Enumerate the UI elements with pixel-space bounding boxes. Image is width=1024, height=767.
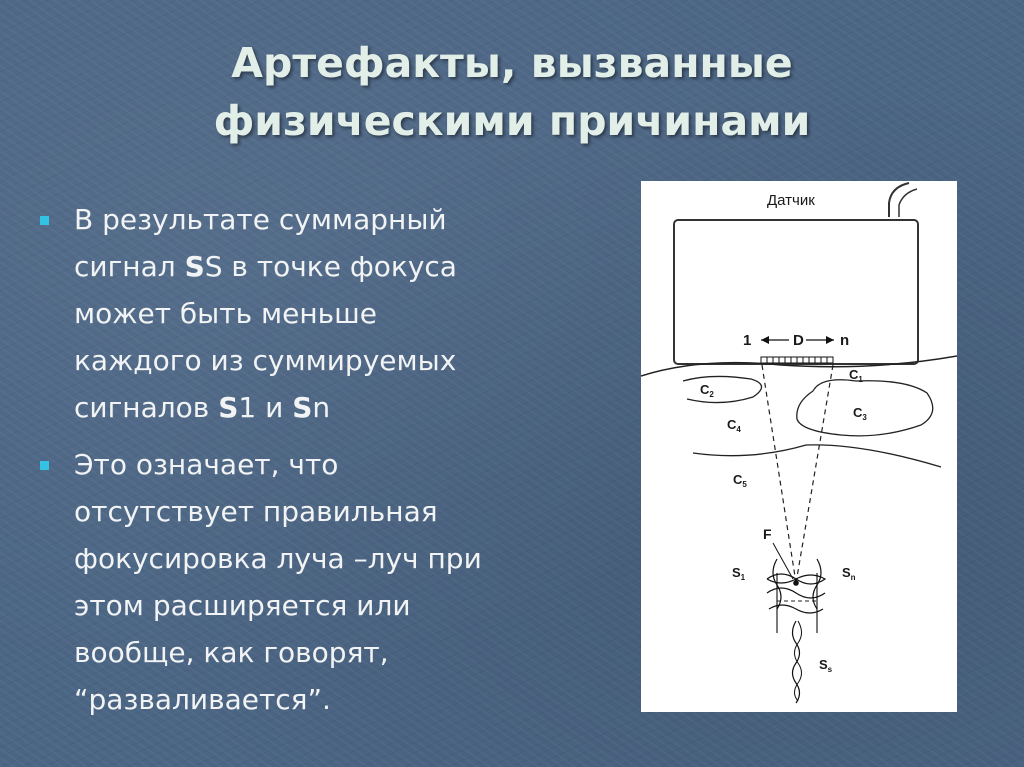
layer-boundary <box>797 380 933 436</box>
beam-line <box>796 365 833 583</box>
aperture-end-label: n <box>840 332 850 349</box>
focus-label: F <box>763 526 772 542</box>
layer-label-c3: $C_3$ <box>853 405 867 422</box>
slide-title <box>0 34 1024 150</box>
bullet-text-line: фокусировка луча –луч при <box>74 542 482 575</box>
ultrasound-diagram-svg <box>641 181 957 712</box>
bullet-text-line: “разваливается”. <box>74 683 331 716</box>
bullet-text-fragment: n <box>312 391 331 424</box>
signal-label-ss: $S_s$ <box>819 657 833 674</box>
sensor-label: Датчик <box>767 192 815 209</box>
bullet-text-line: каждого из суммируемых <box>74 344 457 377</box>
square-bullet-icon <box>40 461 49 470</box>
square-bullet-icon <box>40 216 49 225</box>
signal-wave <box>767 588 825 598</box>
bullet-text-fragment: сигнал <box>74 250 185 283</box>
aperture-size-label: D <box>793 332 804 349</box>
bullet-text-line: может быть меньше <box>74 297 378 330</box>
layer-boundary <box>683 376 762 402</box>
layer-label-c4: $C_4$ <box>727 417 741 434</box>
signal-wave <box>793 621 800 703</box>
bullet-text-line: этом расширяется или <box>74 589 411 622</box>
slide-title-line-1: Артефакты, вызванные <box>231 39 793 87</box>
bullet-text-line: вообще, как говорят, <box>74 636 389 669</box>
aperture-start-label: 1 <box>743 332 752 349</box>
bullet-text-line: отсутствует правильная <box>74 495 438 528</box>
bullet-item-1 <box>30 196 620 431</box>
bullet-text-line: Это означает, что <box>74 448 339 481</box>
signal-symbol-s: S <box>218 391 239 424</box>
focus-point <box>793 580 799 586</box>
bullet-item-2 <box>30 441 620 723</box>
bullet-text-fragment: S в точке фокуса <box>204 250 457 283</box>
sensor-cable <box>899 189 917 217</box>
ultrasound-diagram <box>641 181 957 712</box>
signal-symbol-s: S <box>292 391 313 424</box>
bullet-text-fragment: сигналов <box>74 391 219 424</box>
beam-line <box>762 365 796 583</box>
bullet-text-line <box>74 243 620 290</box>
bullet-text-fragment: 1 и <box>238 391 293 424</box>
bullet-text-line <box>74 384 620 431</box>
bullet-list <box>30 196 620 733</box>
signal-wave <box>795 621 802 701</box>
slide-title-line-2: физическими причинами <box>213 97 811 145</box>
layer-label-c1: $C_1$ <box>849 367 863 384</box>
layer-label-c5: $C_5$ <box>733 472 747 489</box>
bullet-text-line: В результате суммарный <box>74 203 447 236</box>
signal-label-s1: $S_1$ <box>732 565 746 582</box>
signal-symbol-s: S <box>184 250 205 283</box>
layer-label-c2: $C_2$ <box>700 382 714 399</box>
signal-label-sn: $S_n$ <box>842 565 856 582</box>
